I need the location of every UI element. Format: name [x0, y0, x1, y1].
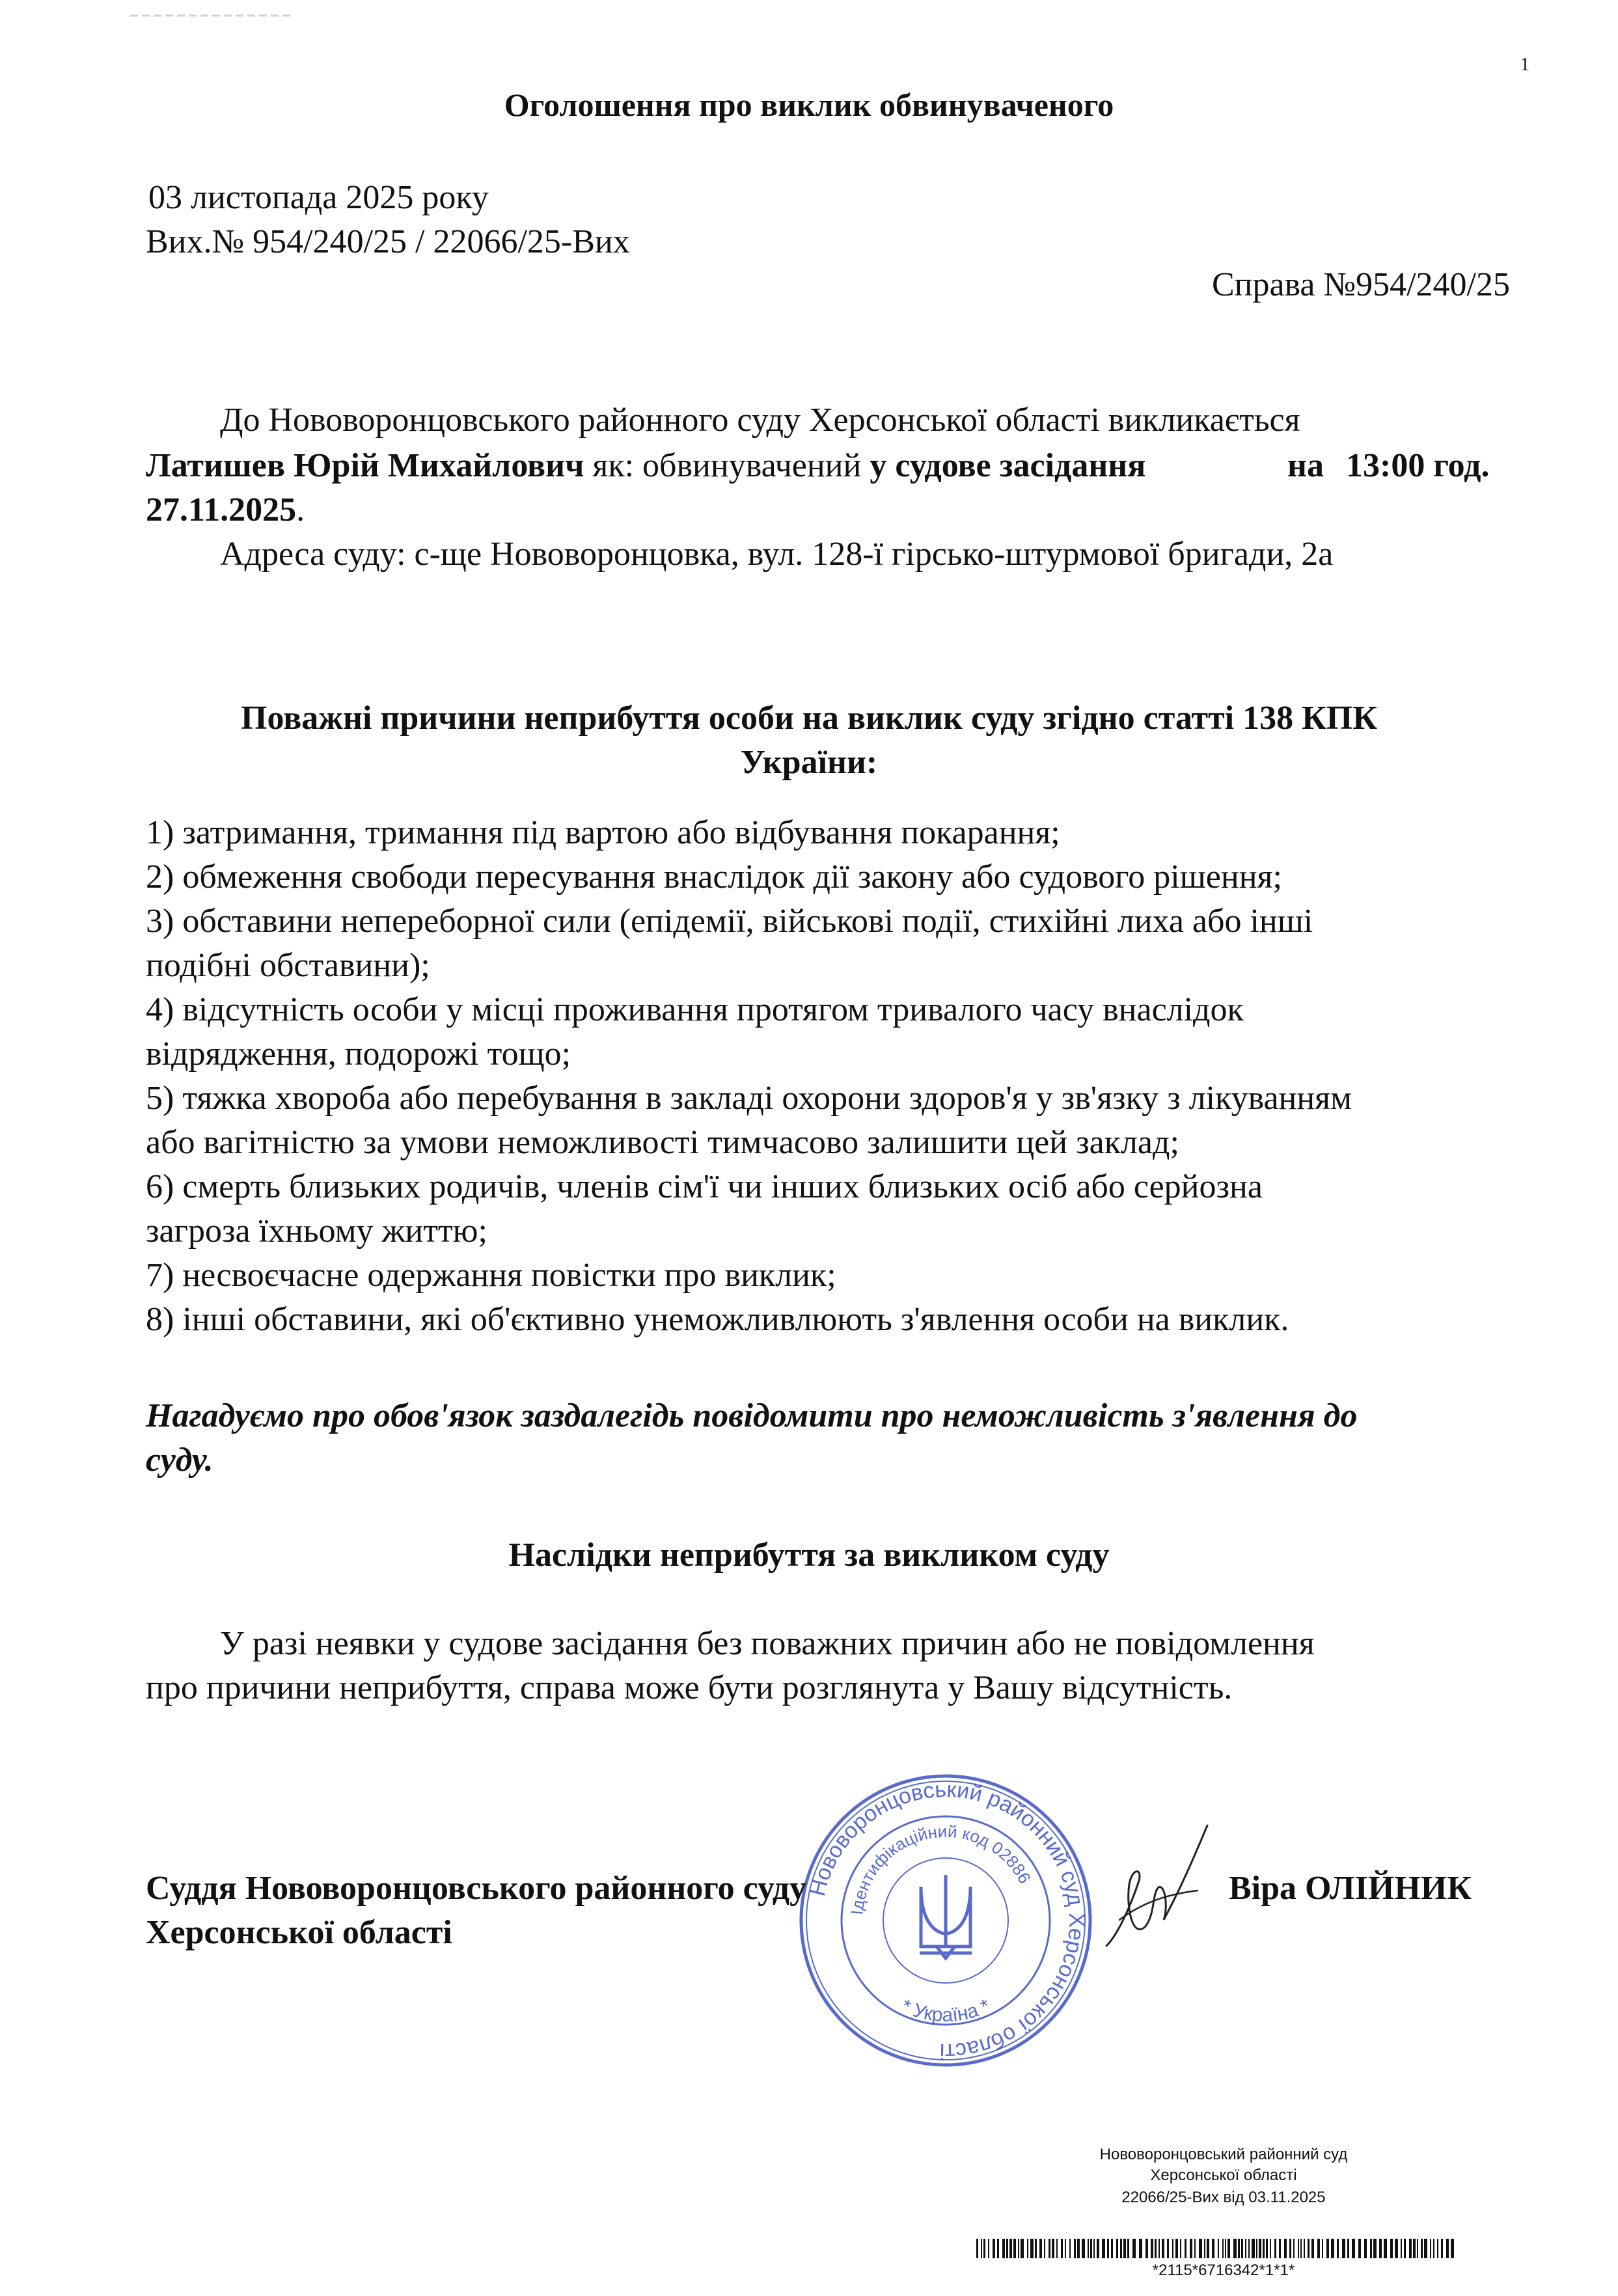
summons-intro: До Нововоронцовського районного суду Херсонської області викликається [220, 402, 1300, 439]
footer-region: Херсонської області [1150, 2166, 1297, 2184]
reasons-list [146, 811, 1352, 1342]
handwritten-signature [1093, 1822, 1211, 1978]
reason-line: або вагітністю за умови неможливості тимчасово залишити цей заклад; [146, 1124, 1179, 1161]
reason-line: 6) смерть близьких родичів, членів сім'ї чи інших близьких осіб або серйозна [146, 1168, 1263, 1205]
reason-line: 8) інші обставини, які об'єктивно унеможливлюють з'явлення особи на виклик. [146, 1301, 1289, 1338]
hearing-date: 27.11.2025 [146, 491, 297, 528]
accused-name: Латишев Юрій Михайлович [146, 447, 584, 484]
footer-barcode-text: *2115*6716342*1*1* [1152, 2262, 1295, 2279]
hearing-time: 13:00 год. [1346, 447, 1490, 484]
outgoing-number: Вих.№ 954/240/25 / 22066/25-Вих [146, 223, 630, 260]
hearing-date-end: . [296, 491, 305, 528]
consequences-heading: Наслідки неприбуття за викликом суду [508, 1537, 1110, 1574]
stamp-inner-text: Ідентифікаційний код 02886 [847, 1821, 1035, 1916]
stamp-bottom-text: * Україна * [898, 1995, 994, 2027]
judge-position-line1: Суддя Нововоронцовського районного суду [146, 1870, 807, 1907]
reminder-line1: Нагадуємо про обов'язок заздалегідь повідомити про неможливість з'явлення до [146, 1397, 1358, 1434]
footer-reg-number: 22066/25-Вих від 03.11.2025 [1121, 2189, 1326, 2206]
consequences-line2: про причини неприбуття, справа може бути розглянута у Вашу відсутність. [146, 1669, 1233, 1706]
judge-position-line2: Херсонської області [146, 1914, 452, 1951]
page-number: 1 [1520, 55, 1529, 75]
reminder-line2: суду. [146, 1442, 213, 1479]
document-date: 03 листопада 2025 року [148, 179, 489, 216]
reason-line: 4) відсутність особи у місці проживання протягом тривалого часу внаслідок [146, 991, 1244, 1028]
accused-role: як: обвинувачений [584, 447, 870, 484]
hearing-time-prefix: на [1287, 447, 1324, 484]
reason-line: подібні обставини); [146, 947, 430, 984]
footer-court: Нововоронцовський районний суд [1099, 2146, 1348, 2163]
stamp-outer-text: Нововоронцовський районний суд Херсонської області [804, 1777, 1090, 2064]
reason-line: 5) тяжка хвороба або перебування в закладі охорони здоров'я у зв'язку з лікуванням [146, 1080, 1352, 1117]
hearing-label: у судове засідання [870, 447, 1146, 484]
consequences-line1: У разі неявки у судове засідання без поважних причин або не повідомлення [220, 1625, 1315, 1662]
reason-line: 2) обмеження свободи пересування внаслідок дії закону або судового рішення; [146, 858, 1282, 895]
trident-icon [920, 1875, 972, 1958]
summons-line-2 [146, 444, 1145, 488]
reason-line: загроза їхньому життю; [146, 1212, 487, 1250]
reason-line: відрядження, подорожі тощо; [146, 1035, 571, 1073]
hearing-date-line [146, 488, 305, 532]
court-address: Адреса суду: с-ще Нововоронцовка, вул. 128-ї гірсько-штурмової бригади, 2а [220, 536, 1334, 573]
reason-line: 7) несвоєчасне одержання повістки про виклик; [146, 1257, 836, 1294]
judge-name: Віра ОЛІЙНИК [1229, 1870, 1472, 1907]
document-title: Оголошення про виклик обвинуваченого [504, 87, 1114, 123]
reasons-heading-line1: Поважні причини неприбуття особи на виклик суду згідно статті 138 КПК [241, 700, 1377, 737]
reasons-heading-line2: України: [740, 744, 878, 781]
reason-line: 3) обставини непереборної сили (епідемії, військові події, стихійні лиха або інші [146, 903, 1313, 940]
reason-line: 1) затримання, тримання під вартою або відбування покарання; [146, 814, 1060, 851]
court-stamp [793, 1768, 1099, 2073]
case-number: Справа №954/240/25 [1211, 266, 1510, 303]
barcode [976, 2239, 1458, 2258]
scan-artifact [130, 10, 293, 17]
